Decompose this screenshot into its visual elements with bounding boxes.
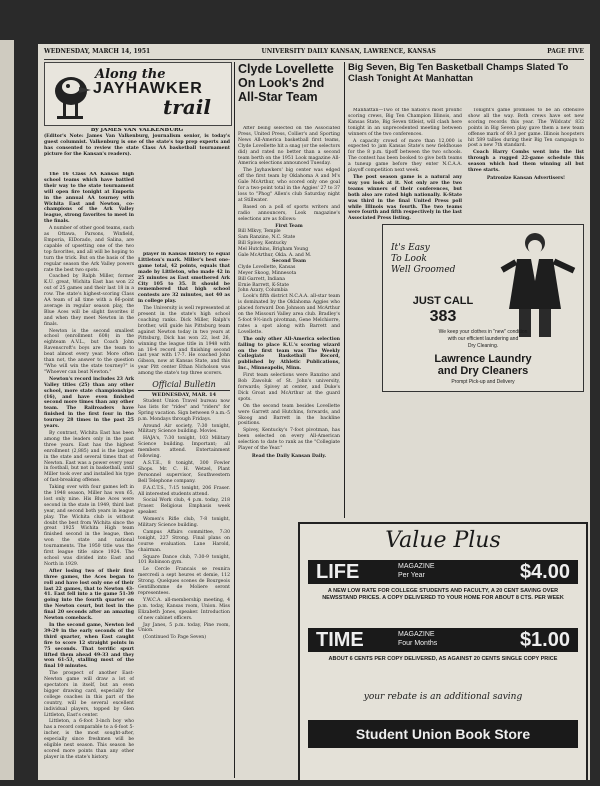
second-team-label: Second Team — [272, 258, 306, 264]
col1-para: By contrast, Wichita East has been among the leaders only in the past three years. East has the highest enrollment (2,885) and is the largest in the state and several times that of Newton. East was a power every year in football, but not in basketball, until Miller took over and installed his type of fast-breaking offense. — [44, 430, 134, 484]
column-1-text — [44, 172, 134, 778]
well-dressed-man-illustration-icon — [495, 229, 581, 339]
team-member: Bill Garrett, Indiana — [238, 276, 285, 282]
folio-page: PAGE FIVE — [547, 48, 584, 55]
bulletin-item: F.A.C.T.S., 7:15 tonight, 206 Fraser. All interested students attend. — [138, 485, 230, 497]
time-note: ABOUT 6 CENTS PER COPY DELIVERED, AS AGAINST 20 CENTS SINGLE COPY PRICE — [328, 656, 558, 662]
bigseven-story-right — [468, 108, 584, 220]
bulletin-item: (Continued To Page Seven) — [143, 635, 206, 641]
laundry-slogan — [391, 243, 455, 276]
read-daily-kansan: Read the Daily Kansan Daily. — [251, 453, 327, 459]
col1-para: Newton's record includes 23 Ark Valley titles (25) than any other school, more state championships (16), and have even finished second more times than any other team. The Railroaders have finished in the first four in the tourney 28 times in the past 25 years. — [44, 376, 134, 430]
folio-date: WEDNESDAY, MARCH 14, 1951 — [44, 48, 151, 55]
lovellette-para: Look's fifth district N.C.A.A. all-star team is dominated by the Oklahoma Aggies who placed forward Don Johnson and McArthur on the Missouri Valley area club. Bradley's 5-foot 9½-inch pivotman, Gene Melchiorre, rates a spot along with Barrett and Lovellette. — [238, 294, 340, 335]
bigseven-para: A capacity crowd of more than 12,000 is expected to jam Kansas State's new fieldhouse for the 8 p.m. tipoff between the two schools. The contest has been booked to give both teams a tuneup game before they enter N.C.A.A. playoff competition next week. — [348, 138, 462, 174]
laundry-body-1: We keep your clothes in "new" condition — [438, 329, 528, 335]
laundry-call-label: JUST CALL — [412, 295, 474, 307]
col1-para: Coached by Ralph Miller, former K.U. great, Wichita East has won 22 out of 25 games and their last 18 in a row. The state's highest-scoring Class AA team of all time with a 66-point average in regular season play, the Blue Aces will be slight favorites if and when they meet Newton in the finals. — [44, 274, 134, 327]
column-rule — [234, 62, 235, 778]
adjacent-page-edge — [0, 40, 14, 780]
life-note: A NEW LOW RATE FOR COLLEGE STUDENTS AND FACULTY, A 20 CENT SAVING OVER NEWSSTAND PRICES. A COPY DELIVERED TO YOUR HOME FOR ABOUT 8 CTS. PER WEEK — [322, 588, 564, 601]
logo-line-2: JAYHAWKER — [93, 80, 203, 97]
column-rule — [344, 62, 345, 518]
col1-para: After losing two of their first three games, the Aces began to roll and have lost only one of their last 22 games, that to Newton 43-41. East fell into a tie game 51-39 going into the fourth quarter on the Newton court, but lost in the final 20 seconds after an amazing Newton comeback. — [44, 568, 134, 622]
store-name: Student Union Book Store — [308, 720, 578, 748]
lovellette-story — [238, 126, 340, 516]
lovellette-para: The only other All-America selection failing to place K.U.'s scoring wizard on the first team was The Weekly Collegiate Basketball Record, published by Athletic Publications, Inc., Minneapolis, Minn. — [238, 336, 340, 372]
bigseven-para: Manhattan—Two of the nation's most prolific scoring crews, Big Ten Champion Illinois, and Kansas State, Big Seven titleist, will clash here tonight in an unprecedented meeting between winners of the two conferences. — [348, 108, 462, 137]
bigseven-para: Tonight's game promises to be an offensive show all the way. Both crews have set new scoring records this year. The Wildcats' 832 points in Big Seven play gave them a new team offense mark of 69.3 per game. Illinois hoopsters hit 589 tallies during their Big Ten campaign to post a new 7th standard. — [468, 108, 584, 149]
laundry-slogan-3: Well Groomed — [391, 265, 456, 275]
bulletin-item: HAJA's, 7:30 tonight, 103 Military Science building. Important; all members attend. Entertainment following. — [138, 436, 230, 460]
team-member: Sam Ranzino, N.C. State — [238, 235, 296, 241]
jayhawker-trail-logo — [44, 62, 232, 126]
col1-para: The 16 Class AA Kansas high school teams which have battled their way to the state tournament will open fire tonight at Emporia in the annual AA tourney with Wichita East and Newton, co-champions of the Ark Valley league, strong favorites to meet in the finals. — [44, 172, 134, 225]
lovellette-para: The Jayhawkers' big center was edged off the first team by Oklahoma A and M's Gale McArthur, who scored only one goal for a two-point total in the Aggies' 27 to 37 loss to "Phog" Allen's club Saturday night at Stillwater. — [238, 168, 340, 203]
col1-para: Littleton, a 6-foot 3-inch boy who has a record comparable to a 6-foot 5-incher, is the most sought-after, especially since freshmen will be eligible next season. This season he scored more points than any other player in the state's history. — [44, 719, 134, 760]
time-term: Four Months — [398, 640, 438, 647]
bulletin-item: Jay Janes, 5 p.m. today, Pine room, Union. — [138, 622, 230, 634]
life-term: Per Year — [398, 572, 425, 579]
bigseven-headline: Big Seven, Big Ten Basketball Champs Slated To Clash Tonight At Manhattan — [348, 62, 569, 84]
lovellette-para: Based on a poll of sports writers and radio announcers, Look magazine's selections are as follows: — [238, 204, 340, 222]
bulletin-item: Around Air society, 7:30 tonight, Military Science building. Movies. — [138, 423, 230, 435]
logo-line-3: trail — [163, 95, 211, 119]
bulletin-title: Official Bulletin — [138, 380, 230, 391]
logo-line-1: Along the — [95, 67, 166, 82]
team-member: Clyde Lovellette, Kansas — [238, 264, 296, 270]
column-intro — [44, 128, 230, 168]
team-member: Meyer Skoog, Minnesota — [238, 270, 297, 276]
rebate-note: your rebate is an additional saving — [363, 692, 523, 702]
col1-para: In the second game, Newton led 39-29 in the early seconds of the third quarter, when East caught fire to score 12 straight points in 75 seconds. That terrific spurt lifted them ahead 49-33 and they won 61-53, stalling most of the final 10 minutes. — [44, 622, 134, 670]
bulletin-item: A.S.T.E., 8 tonight, 300 Fowler Shops. Mr. C. H. Wetzel, Plant Personnel supervisor, Southwestern Bell Telephone company. — [138, 460, 230, 484]
bigseven-para: Coach Harry Combs went into the list through a rugged 22-game schedule this season which had them winning all but three starts. — [468, 150, 584, 174]
life-price: $4.00 — [519, 561, 570, 583]
lovellette-headline: Clyde Lovellette On Look's 2nd All-Star Team — [238, 62, 334, 104]
time-price: $1.00 — [519, 629, 570, 651]
col2-para: The University is well represented at present in the state's high school coaching ranks. Dick Miller, Ralph's brother, will guide his Pittsburg team against Newton today in two years at Pittsburg, Dick has won 22, lost 26, winning the league title in 1948 with an 18-4 record and finishing second last year with 17-7. He coached John Gibson, now at Kansas State, and this year Pitt center Ethan Nicholson was among the state's top three scorers. — [138, 306, 230, 376]
life-magazine-label: MAGAZINE — [398, 563, 435, 570]
folio-paper: UNIVERSITY DAILY KANSAN, LAWRENCE, KANSAS — [261, 48, 436, 55]
bulletin-item: Social Work club, 4 p.m. today, 218 Fraser. Religious Emphasis week speaker. — [138, 498, 230, 516]
official-bulletin — [138, 380, 230, 778]
bulletin-item: Women's Rifle club, 7-8 tonight, Military Science building. — [138, 517, 230, 529]
bigseven-para: The post season game is a natural any way you look at it. Not only are the two teams winners of their conferences, but both also are rated high nationally. K-State was third in the final United Press poll while Illinois was fourth. The two teams were fourth and fifth respectively in the last Associated Press listing. — [348, 174, 462, 220]
bulletin-date: WEDNESDAY, MAR. 14 — [151, 392, 217, 398]
team-member: John Azary, Columbia — [238, 288, 288, 294]
laundry-business-name — [387, 353, 579, 377]
team-member: Bill Mlkvy, Temple — [238, 229, 281, 235]
bulletin-item: Square Dance club, 7:30-9 tonight, 101 Robinson gym. — [138, 554, 230, 566]
bigseven-story-left — [348, 108, 462, 220]
laundry-slogan-2: To Look — [391, 254, 427, 264]
team-member: Bill Spivey, Kentucky — [238, 241, 287, 247]
col1-para: The prospect of another East-Newton game will draw a lot of spectators in itself, but an even bigger drawing card, especially for college coaches in this part of the country, will be several excellent individual players, topped by Glen Littleton, East's center. — [44, 671, 134, 718]
byline: By JAMES VAN VALKENBURG — [90, 128, 184, 133]
col1-para: A number of other good teams, such as Ottawa, Parsons, Winfield, Emporia, ElDorado, and Salina, are capable of upsetting one of the two top favorites, and all will be hoping to turn the trick. But on the basis of the regular season the Ark Valley powers rate the best two spots. — [44, 226, 134, 273]
folio-line — [44, 48, 584, 60]
laundry-name-1: Lawrence Laundry — [434, 353, 532, 365]
jayhawk-mascot-icon — [47, 65, 93, 123]
team-member: Ernie Barrett, K-State — [238, 282, 289, 288]
time-name: TIME — [316, 629, 364, 651]
lovellette-para: On the second team besides Lovellette were Garrett and Hutchins, forwards, and Skoog and Barrett in the backline positions. — [238, 403, 340, 427]
team-member: Mel Hutchins, Brigham Young — [238, 247, 309, 253]
laundry-advertisement — [382, 224, 584, 392]
time-offer-bar — [308, 628, 578, 652]
patronize-advertisers: Patronize Kansan Advertisers! — [486, 175, 566, 181]
col1-para: Taking over with four games left in the 1948 season, Miller has won 65, lost only nine. His Blue Aces were second in the state in 1949, third last year, and second both years in league play. The Wichita club is without doubt the best from Wichita since the great 1925 Wichita High team finished second in the league, then won the state and national tournaments. The 1950 title was the first league title since 1924. The school was divided into East and North in 1929. — [44, 485, 134, 567]
time-magazine-label: MAGAZINE — [398, 631, 435, 638]
laundry-name-2: and Dry Cleaners — [437, 365, 529, 377]
lovellette-para: After being selected on the Associated Press, United Press, Collier's and Sporting News All-America basketball first teams, Clyde Lovellette hit a snag (or the selectors did) and rated no better than a second team berth on the 1951 Look magazine All-America selections announced Tuesday. — [238, 126, 340, 167]
bulletin-item: Y.W.C.A. all-membership meeting, 4 p.m. today, Kansas room, Union. Miss Elizabeth Jones, speaker. Introduction of new cabinet officers. — [138, 597, 230, 621]
editor-note: (Editor's Note: James Van Valkenburg, journalism senior, is today's guest columnist. Valkenburg is one of the state's top prep experts and has consented to review the state Class AA basketball tournament picture for the Kansan's readers). — [44, 133, 230, 157]
newspaper-page — [38, 44, 590, 780]
bulletin-item: Student Union Travel bureau now has lists for "rides" and "riders" for Spring vacation. Sign between 9 a.m.-5 p.m. Mondays through Fridays. — [138, 398, 230, 422]
laundry-body — [389, 329, 577, 350]
column-2-text — [138, 252, 230, 376]
value-plus-advertisement — [298, 522, 588, 780]
laundry-service: Prompt Pick-up and Delivery — [451, 379, 515, 385]
laundry-phone-number: 383 — [429, 308, 457, 325]
bulletin-item: Le Cercle Francais se reunira mercredi a sept heures et demie, 112 Strong. Quelques scenes de Bourgeois Gentilhomme de Moliere seront representees. — [138, 567, 230, 596]
laundry-body-2: with our efficient laundering and — [447, 336, 519, 342]
laundry-body-3: Dry Cleaning. — [467, 343, 499, 349]
first-team-label: First Team — [275, 223, 303, 229]
life-name: LIFE — [316, 561, 360, 583]
laundry-slogan-1: It's Easy — [391, 243, 430, 253]
life-offer-bar — [308, 560, 578, 584]
lovellette-para: First team selections were Ranzino and Bob Zawoluk of St. John's university, forwards; Spivey at center, and Duke's Dick Groat and McArthur at the guard spots. — [238, 373, 340, 402]
col2-para: player in Kansas history to equal Littleton's mark. Miller's best one-game total, 42 points, equals that made by Littleton, who made 42 in 25 minutes as East smothered Ark City 105 to 35. It should be remembered that high school contests are 32 minutes, not 40 as in college play. — [138, 252, 230, 305]
value-plus-title: Value Plus — [385, 528, 501, 553]
lovellette-para: Spivey, Kentucky's 7-foot pivotman, has been selected on every All-American selection to date to rank as the "Collegiate Player of the Year." — [238, 428, 340, 452]
bulletin-item: Campus Affairs committee, 7:30 tonight, 227 Strong. Final plans on course evaluation. Lane Harold, chairman. — [138, 529, 230, 553]
team-member: Gale McArthur, Okla. A. and M. — [238, 253, 312, 259]
col1-para: Newton is the second smallest school (enrollment 608) in the eighteam A.V.L., but Coach John Ravenscroft's boys are the team to beat almost every year. More often than not, the answer to the question "Who will win the state tourney?" is "Whoever can beat Newton." — [44, 328, 134, 375]
